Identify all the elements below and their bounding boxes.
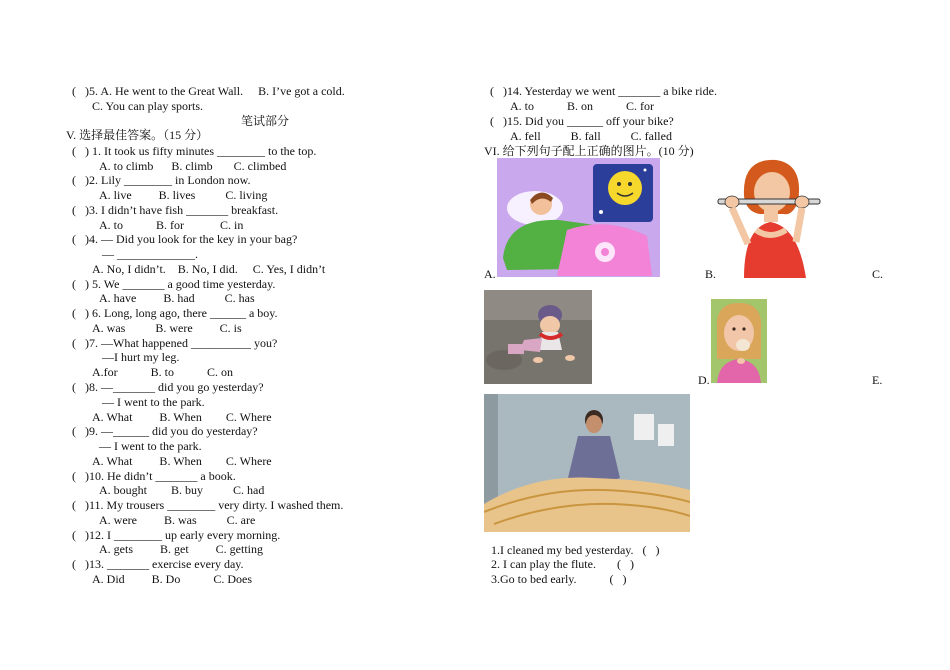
picture-boy-making-bed: [484, 394, 690, 532]
question-7: ( )7. —What happened __________ you?: [72, 336, 278, 350]
picture-label-a: A.: [484, 267, 496, 281]
sentence-3: 3.Go to bed early. ( ): [491, 572, 627, 586]
picture-label-b: B.: [705, 267, 717, 281]
question-1: ( ) 1. It took us fifty minutes ________ to the top.: [72, 144, 317, 158]
section-heading-written: 笔试部分: [241, 114, 290, 128]
question-4: ( )4. — Did you look for the key in your bag?: [72, 232, 298, 246]
picture-flute-player: [714, 156, 826, 278]
options-14: A. to B. on C. for: [510, 99, 654, 113]
dialogue-9: — I went to the park.: [99, 439, 202, 453]
picture-sleeping-child: [497, 158, 660, 277]
question-6: ( ) 6. Long, long ago, there ______ a boy.: [72, 306, 278, 320]
sentence-2: 2. I can play the flute. ( ): [491, 557, 634, 571]
question-3: ( )3. I didn’t have fish _______ breakfast.: [72, 203, 279, 217]
dialogue-7: —I hurt my leg.: [102, 350, 180, 364]
question-2: ( )2. Lily ________ in London now.: [72, 173, 251, 187]
options-8: A. What B. When C. Where: [92, 410, 272, 424]
options-4: A. No, I didn’t. B. No, I did. C. Yes, I didn’t: [92, 262, 326, 276]
options-10: A. bought B. buy C. had: [99, 483, 265, 497]
options-2: A. live B. lives C. living: [99, 188, 268, 202]
picture-label-d: D.: [698, 373, 710, 387]
picture-fallen-child: [484, 290, 592, 384]
sentence-1: 1.I cleaned my bed yesterday. ( ): [491, 543, 660, 557]
options-15: A. fell B. fall C. falled: [510, 129, 672, 143]
sleeping-child-illustration: [497, 158, 660, 277]
flute-player-illustration: [714, 156, 826, 278]
options-6: A. was B. were C. is: [92, 321, 242, 335]
picture-ice-cream-girl: [711, 299, 767, 383]
answer-blank-4: — _____________.: [102, 247, 198, 261]
options-5: A. have B. had C. has: [99, 291, 255, 305]
question-12: ( )12. I ________ up early every morning.: [72, 528, 281, 542]
section-vi-title: VI. 给下列句子配上正确的图片。(10 分): [484, 144, 694, 158]
q-listening-5: ( )5. A. He went to the Great Wall. B. I’ve got a cold.: [72, 84, 345, 98]
question-11: ( )11. My trousers ________ very dirty. I washed them.: [72, 498, 344, 512]
question-9: ( )9. —______ did you do yesterday?: [72, 424, 258, 438]
ice-cream-girl-photo: [711, 299, 767, 383]
options-12: A. gets B. get C. getting: [99, 542, 263, 556]
section-v-title: V. 选择最佳答案。（15 分）: [66, 128, 209, 142]
options-11: A. were B. was C. are: [99, 513, 256, 527]
options-1: A. to climb B. climb C. climbed: [99, 159, 287, 173]
picture-label-c: C.: [872, 267, 884, 281]
options-7: A.for B. to C. on: [92, 365, 233, 379]
picture-label-e: E.: [872, 373, 883, 387]
question-10: ( )10. He didn’t _______ a book.: [72, 469, 236, 483]
options-3: A. to B. for C. in: [99, 218, 244, 232]
question-13: ( )13. _______ exercise every day.: [72, 557, 244, 571]
dialogue-8: — I went to the park.: [102, 395, 205, 409]
question-15: ( )15. Did you ______ off your bike?: [490, 114, 674, 128]
boy-making-bed-photo: [484, 394, 690, 532]
question-8: ( )8. —_______ did you go yesterday?: [72, 380, 264, 394]
options-13: A. Did B. Do C. Does: [92, 572, 253, 586]
options-9: A. What B. When C. Where: [92, 454, 272, 468]
fallen-child-photo: [484, 290, 592, 384]
question-5: ( ) 5. We _______ a good time yesterday.: [72, 277, 276, 291]
option-line: C. You can play sports.: [92, 99, 204, 113]
question-14: ( )14. Yesterday we went _______ a bike ride.: [490, 84, 717, 98]
